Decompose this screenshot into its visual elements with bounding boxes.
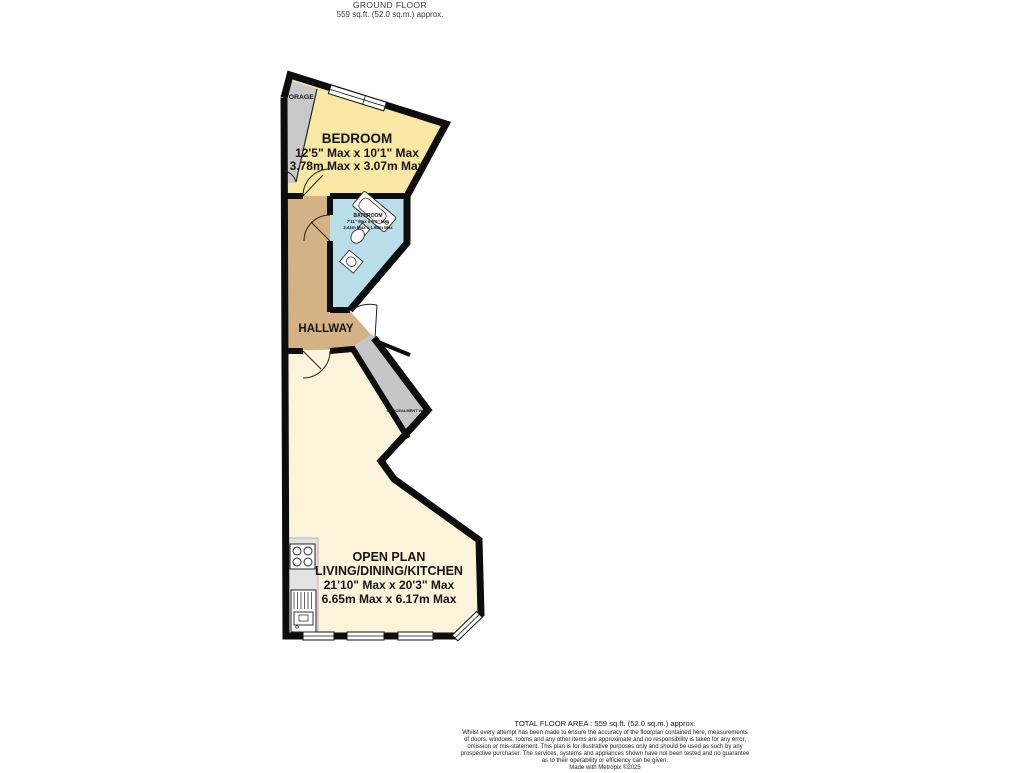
hallway-label: HALLWAY [298, 323, 354, 335]
openplan-window-1 [303, 632, 334, 640]
storage-label: STORAGE [280, 94, 314, 101]
disclaimer-line: as to their operability or efficiency can be given. [541, 758, 669, 765]
bathroom-label: BATHROOM [353, 213, 383, 219]
total-floor-area: TOTAL FLOOR AREA : 559 sq.ft. (52.0 sq.m.) approx. [514, 719, 696, 728]
openplan-window-3 [398, 632, 433, 640]
openplan-label-1: OPEN PLAN [352, 550, 426, 564]
kitchen-sink-unit [291, 590, 316, 632]
plan-footer [455, 719, 755, 773]
floor-title: GROUND FLOOR [352, 0, 428, 10]
disclaimer-line: prospective purchaser. The services, systems and appliances shown have not been tested and no guarantee [460, 751, 750, 758]
disclaimer-line: omission or mis-statement. This plan is for illustrative purposes only and should be used as such by any [467, 744, 743, 751]
openplan-dims-metric: 6.65m Max x 6.17m Max [321, 592, 457, 606]
metropix-credit: Made with Metropix ©2025 [569, 765, 641, 772]
openplan-dims-imperial: 21'10" Max x 20'3" Max [323, 578, 455, 592]
bedroom-dims-imperial: 12'5" Max x 10'1" Max [295, 146, 419, 160]
openplan-label-2: LIVING/DINING/KITCHEN [315, 564, 463, 578]
bedroom-dims-metric: 3.78m Max x 3.07m Max [289, 159, 425, 173]
floor-area-subtitle: 559 sq.ft. (52.0 sq.m.) approx. [336, 10, 444, 19]
openplan-window-2 [347, 632, 384, 640]
disclaimer-line: of doors, windows, rooms and any other items are approximate and no responsibility is taken for any error, [464, 737, 746, 744]
bedroom-label: BEDROOM [321, 131, 393, 146]
bathroom-dims-imperial: 7'11" Max x 5'6" Max [346, 219, 390, 224]
bathroom-dims-metric: 2.41m Max x 1.68m Max [343, 225, 393, 230]
disclaimer-line: Whilst every attempt has been made to ensure the accuracy of the floorplan contained here, measurements [462, 730, 748, 736]
corridor-label: CONCEALMENT WC [386, 408, 426, 413]
hob [290, 544, 315, 569]
